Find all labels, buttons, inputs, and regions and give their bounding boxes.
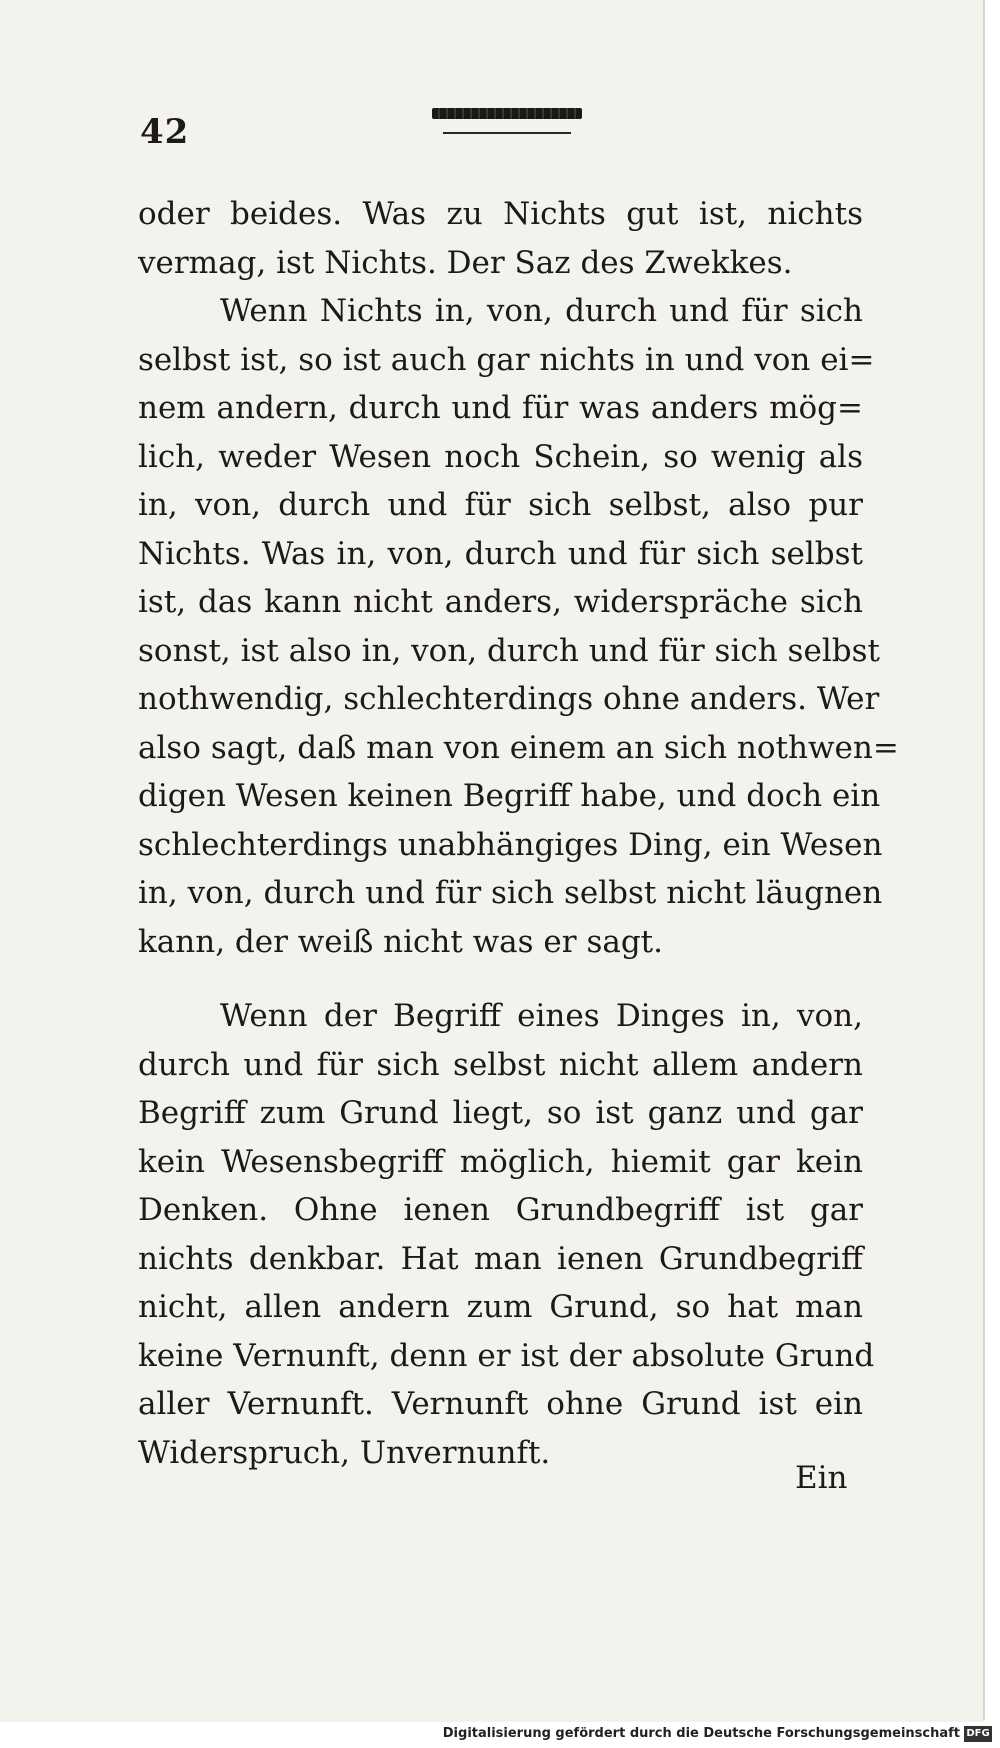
- text-line: schlechterdings unabhängiges Ding, ein Wesen: [138, 826, 883, 863]
- text-line: ist, das kann nicht anders, widerspräche sich: [138, 584, 863, 620]
- catchword: Ein: [795, 1460, 848, 1496]
- paragraph-start-line: Wenn Nichts in, von, durch und für sich: [220, 293, 863, 329]
- ornament-bar: [432, 108, 582, 119]
- text-line: Widerspruch, Unvernunft.: [138, 1434, 551, 1471]
- text-line: nem andern, durch und für was anders mög=: [138, 390, 863, 426]
- paragraph-start-line: Wenn der Begriff eines Dinges in, von,: [220, 998, 863, 1034]
- text-line: nichts denkbar. Hat man ienen Grundbegriff: [138, 1240, 863, 1277]
- text-line: lich, weder Wesen noch Schein, so wenig als: [138, 438, 863, 475]
- text-line: Denken. Ohne ienen Grundbegriff ist gar: [138, 1192, 863, 1228]
- page-edge: [985, 0, 1000, 1720]
- text-line: sonst, ist also in, von, durch und für sich selbst: [138, 632, 880, 669]
- funding-credit: Digitalisierung gefördert durch die Deutsche Forschungsgemeinschaft: [442, 1726, 960, 1741]
- text-line: nothwendig, schlechterdings ohne anders. Wer: [138, 681, 880, 717]
- text-line: kein Wesensbegriff möglich, hiemit gar kein: [138, 1143, 863, 1180]
- text-line: Nichts. Was in, von, durch und für sich selbst: [138, 535, 863, 572]
- text-line: in, von, durch und für sich selbst, also pur: [138, 487, 863, 523]
- paragraph-gap: [138, 966, 863, 992]
- text-line: also sagt, daß man von einem an sich nothwen=: [138, 729, 899, 766]
- text-line: aller Vernunft. Vernunft ohne Grund ist ein: [138, 1386, 863, 1422]
- page-edge-line: [983, 0, 985, 1720]
- dfg-logo-icon: DFG: [964, 1726, 992, 1742]
- header-ornament: [432, 108, 582, 134]
- digitization-footer: [0, 1722, 1000, 1748]
- text-line: in, von, durch und für sich selbst nicht läugnen: [138, 875, 883, 911]
- text-line: oder beides. Was zu Nichts gut ist, nichts: [138, 196, 863, 232]
- text-line: kann, der weiß nicht was er sagt.: [138, 923, 663, 960]
- body-text: [138, 190, 899, 1477]
- text-line: digen Wesen keinen Begriff habe, und doch ein: [138, 778, 881, 814]
- text-line: nicht, allen andern zum Grund, so hat man: [138, 1289, 863, 1325]
- ornament-rule: [443, 132, 571, 134]
- page-number: 42: [140, 112, 190, 152]
- text-line: durch und für sich selbst nicht allem andern: [138, 1046, 863, 1083]
- text-line: Begriff zum Grund liegt, so ist ganz und gar: [138, 1095, 863, 1131]
- text-line: selbst ist, so ist auch gar nichts in und von ei=: [138, 341, 875, 378]
- text-line: vermag, ist Nichts. Der Saz des Zwekkes.: [138, 244, 793, 281]
- text-line: keine Vernunft, denn er ist der absolute Grund: [138, 1337, 875, 1374]
